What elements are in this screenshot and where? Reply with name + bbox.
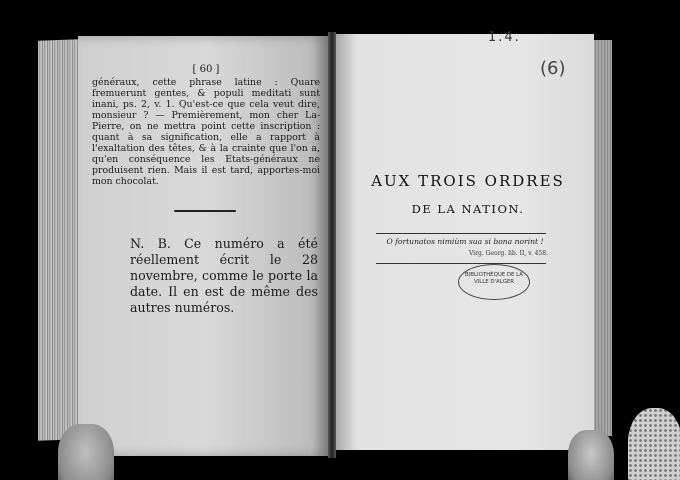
left-page-stack-edges (38, 39, 78, 440)
glove-finger (628, 408, 680, 480)
handwritten-number: (6) (540, 58, 566, 79)
epigraph: O fortunatos nimiùm sua si bona norint ! (386, 237, 544, 246)
left-page-body: généraux, cette phrase latine : Quare fremuerunt gentes, & populi meditati sunt inani, ps. 2, v. 1. Qu'est-ce que cela veut dire, monsieur ? — Premièrement, mon cher La-Pierre, on ne mettra point cette inscription : quant à sa signification, elle a rapport à l'exaltation des têtes, & à la crainte que l'on a, qu'en conséquence les Etats-généraux ne produisent rien. Mais il est tard, apportes-moi mon chocolat. (92, 77, 320, 187)
epigraph-rule-top (376, 233, 546, 234)
title-line-2: DE LA NATION. (411, 202, 525, 216)
right-thumb (568, 430, 614, 480)
nota-bene-note: N. B. Ce numéro a été réellement écrit le 28 novembre, comme le porte la date. Il en est de même des autres numéros. (130, 236, 318, 315)
title-line-1: AUX TROIS ORDRES (371, 172, 565, 190)
epigraph-source: Virg. Georg. lib. II, v. 458. (468, 250, 548, 257)
handwritten-mark: 1.4. (488, 30, 521, 45)
epigraph-rule-bottom (376, 263, 546, 264)
left-page-text-block (92, 64, 320, 187)
right-page-stack-edges (594, 40, 612, 436)
book-gutter (328, 32, 336, 458)
library-stamp: BIBLIOTHÈQUE DE LA VILLE D'ALGER (458, 264, 530, 300)
page-number: [ 60 ] (192, 64, 220, 75)
section-divider (174, 210, 236, 212)
left-thumb (58, 424, 114, 480)
